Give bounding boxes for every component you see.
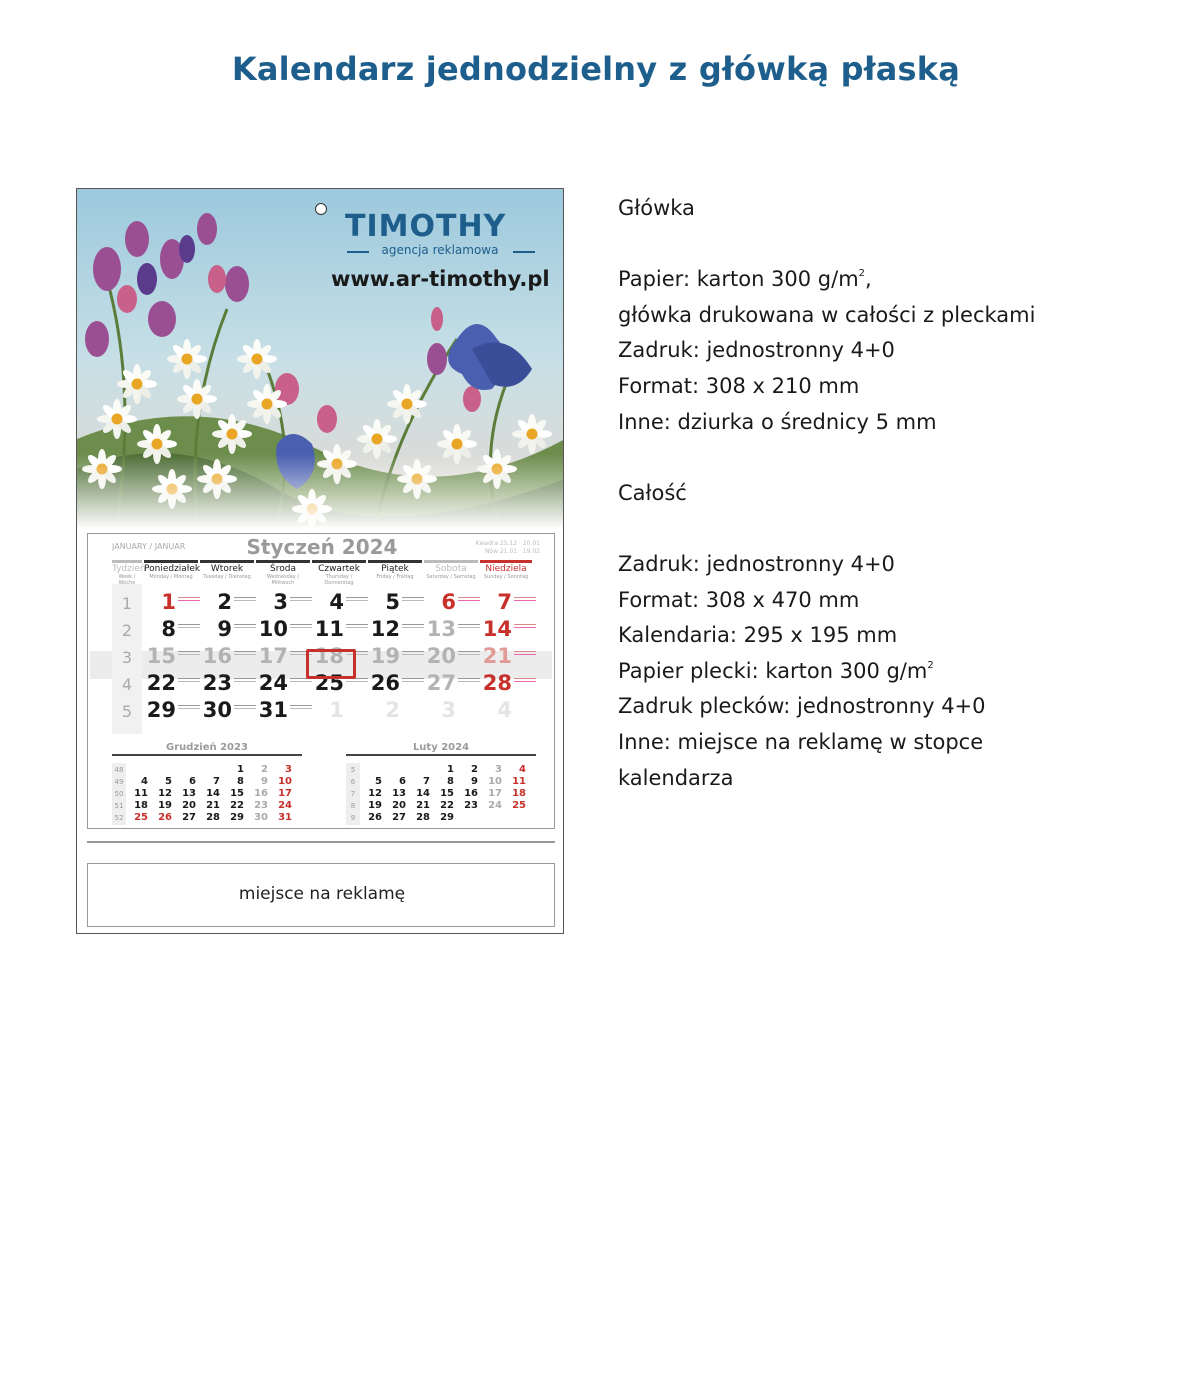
day-number: 4 xyxy=(497,698,512,722)
calendar-day xyxy=(200,590,256,617)
mini-day: 13 xyxy=(182,788,196,799)
day-number: 11 xyxy=(314,617,344,641)
calendar-day xyxy=(424,671,480,698)
calendar-day xyxy=(480,617,536,644)
week-number: 5 xyxy=(121,702,133,721)
spec-heading-glowka: Główka xyxy=(618,196,695,220)
mini-day: 7 xyxy=(423,776,430,787)
day-number: 2 xyxy=(385,698,400,722)
mini-day: 19 xyxy=(158,800,172,811)
nameday-text xyxy=(234,597,256,598)
mini-calendar-title: Grudzień 2023 xyxy=(166,742,248,753)
day-number: 12 xyxy=(370,617,400,641)
mini-day: 10 xyxy=(488,776,502,787)
day-number: 16 xyxy=(202,644,232,668)
weekday-sublabel: Thursday / Donnerstag xyxy=(324,574,354,586)
weekday-sublabel: Friday / Freitag xyxy=(376,574,414,580)
spec-paper-post: , xyxy=(865,267,872,292)
day-number: 31 xyxy=(258,698,288,722)
spec-total-other-cont: kalendarza xyxy=(618,765,734,790)
nameday-text xyxy=(234,651,256,652)
day-number: 13 xyxy=(426,617,456,641)
mini-day: 26 xyxy=(158,812,172,823)
spec-paper-sup: 2 xyxy=(858,268,866,280)
weekday-sublabel: Week / Woche xyxy=(118,574,136,586)
nameday-text xyxy=(178,651,200,652)
nameday-text xyxy=(234,678,256,679)
day-number: 2 xyxy=(217,590,232,614)
mini-day: 16 xyxy=(254,788,268,799)
brand-tagline-rule-left xyxy=(347,251,369,253)
brand-url: www.ar-timothy.pl xyxy=(331,267,550,291)
weekday-sublabel: Saturday / Samstag xyxy=(426,574,476,580)
spec-total-print: Zadruk: jednostronny 4+0 xyxy=(618,551,895,576)
calendar-day xyxy=(200,617,256,644)
day-number: 25 xyxy=(314,671,344,695)
brand-tagline: agencja reklamowa xyxy=(381,243,499,257)
mini-day: 25 xyxy=(134,812,148,823)
day-number: 19 xyxy=(370,644,400,668)
mini-week-number: 48 xyxy=(114,766,124,774)
mini-day: 3 xyxy=(285,764,292,775)
nameday-text xyxy=(178,624,200,625)
calendar-day xyxy=(200,671,256,698)
mini-week-number: 6 xyxy=(350,778,356,786)
mini-day: 7 xyxy=(213,776,220,787)
mini-day: 6 xyxy=(399,776,406,787)
mini-day: 16 xyxy=(464,788,478,799)
nameday-text xyxy=(514,651,536,652)
mini-week-number: 50 xyxy=(114,790,124,798)
nameday-text xyxy=(402,624,424,625)
mini-day: 11 xyxy=(134,788,148,799)
weekday-label: Poniedziałek Monday / Montag xyxy=(144,560,198,582)
mini-day: 8 xyxy=(237,776,244,787)
mini-day: 27 xyxy=(392,812,406,823)
mini-day: 24 xyxy=(278,800,292,811)
spec-back-paper-text: Papier plecki: karton 300 g/m xyxy=(618,658,928,683)
mini-day: 21 xyxy=(206,800,220,811)
day-number: 21 xyxy=(482,644,512,668)
mini-day: 31 xyxy=(278,812,292,823)
ad-divider xyxy=(87,841,555,843)
mini-day: 9 xyxy=(471,776,478,787)
day-number: 6 xyxy=(441,590,456,614)
calendar-day xyxy=(256,644,312,671)
mini-day: 27 xyxy=(182,812,196,823)
weekday-label: Czwartek Thursday / Donnerstag xyxy=(312,560,366,582)
mini-calendar-title: Luty 2024 xyxy=(412,742,470,753)
mini-day: 13 xyxy=(392,788,406,799)
mini-week-number: 52 xyxy=(114,814,124,822)
calendar-day xyxy=(368,671,424,698)
mini-day: 29 xyxy=(440,812,454,823)
nameday-text xyxy=(178,705,200,706)
day-number: 18 xyxy=(314,644,344,668)
nameday-text xyxy=(458,678,480,679)
spec-total-other: Inne: miejsce na reklamę w stopce xyxy=(618,729,984,754)
nameday-text xyxy=(234,705,256,706)
mini-week-number: 51 xyxy=(114,802,124,810)
spec-back-print: Zadruk plecków: jednostronny 4+0 xyxy=(618,694,986,719)
specifications xyxy=(618,191,1178,796)
mini-day: 2 xyxy=(471,764,478,775)
week-number: 4 xyxy=(121,675,133,694)
mini-day: 19 xyxy=(368,800,382,811)
mini-calendar-header xyxy=(346,754,536,763)
mini-day: 18 xyxy=(512,788,526,799)
mini-day: 15 xyxy=(440,788,454,799)
mini-calendar-header xyxy=(112,754,302,763)
day-number: 24 xyxy=(258,671,288,695)
nameday-text xyxy=(458,651,480,652)
nameday-text xyxy=(290,705,312,706)
today-marker xyxy=(306,649,356,679)
mini-calendar-prev xyxy=(112,742,302,830)
calendar-day xyxy=(312,698,368,725)
calendar-day xyxy=(144,644,200,671)
day-number: 20 xyxy=(426,644,456,668)
calendar-day xyxy=(312,590,368,617)
mini-day: 1 xyxy=(447,764,454,775)
calendar-day xyxy=(480,590,536,617)
nameday-text xyxy=(290,624,312,625)
nameday-text xyxy=(346,597,368,598)
nameday-text xyxy=(402,678,424,679)
mini-day: 2 xyxy=(261,764,268,775)
calendar-day xyxy=(256,671,312,698)
calendar-mockup xyxy=(76,188,564,934)
weekday-sublabel: Wednesday / Mittwoch xyxy=(266,574,300,586)
weekday-label: Wtorek Tuesday / Dienstag xyxy=(200,560,254,582)
weekday-label: Sobota Saturday / Samstag xyxy=(424,560,478,582)
hang-hole xyxy=(315,203,327,215)
spec-heading-calosc: Całość xyxy=(618,480,687,505)
nameday-text xyxy=(514,678,536,679)
mini-day: 23 xyxy=(464,800,478,811)
mini-day: 4 xyxy=(141,776,148,787)
spec-format: Format: 308 x 210 mm xyxy=(618,373,860,398)
day-number: 1 xyxy=(329,698,344,722)
spec-back-paper-sup: 2 xyxy=(927,659,934,671)
month-name-en: JANUARY / JANUAR xyxy=(112,542,186,551)
week-number: 3 xyxy=(121,648,133,667)
day-number: 4 xyxy=(329,590,344,614)
moon-info-line: Kwadra 25.12 · 20.01 xyxy=(475,540,540,547)
brand-logo-name: TIMOTHY xyxy=(345,209,507,244)
mini-day: 6 xyxy=(189,776,196,787)
nameday-text xyxy=(458,624,480,625)
calendar-day xyxy=(480,644,536,671)
mini-day: 11 xyxy=(512,776,526,787)
mini-day: 20 xyxy=(182,800,196,811)
moon-phase-info xyxy=(476,540,540,556)
calendar-day xyxy=(256,617,312,644)
calendar-day xyxy=(144,617,200,644)
mini-day: 15 xyxy=(230,788,244,799)
ad-space-label: miejsce na reklamę xyxy=(238,884,406,904)
week-number: 2 xyxy=(121,621,133,640)
mini-day: 28 xyxy=(416,812,430,823)
day-number: 30 xyxy=(202,698,232,722)
calendar-day xyxy=(200,644,256,671)
day-number: 17 xyxy=(258,644,288,668)
mini-day: 3 xyxy=(495,764,502,775)
weekday-label: Środa Wednesday / Mittwoch xyxy=(256,560,310,582)
mini-day: 5 xyxy=(165,776,172,787)
spec-paper-text: Papier: karton 300 g/m xyxy=(618,267,859,292)
weekday-header xyxy=(112,560,532,586)
mini-day: 26 xyxy=(368,812,382,823)
day-number: 22 xyxy=(146,671,176,695)
calendar-day xyxy=(256,698,312,725)
mini-week-number: 7 xyxy=(350,790,356,798)
mini-day: 12 xyxy=(368,788,382,799)
mini-week-number: 8 xyxy=(350,802,356,810)
mini-day: 14 xyxy=(416,788,430,799)
calendar-day xyxy=(424,698,480,725)
weekday-sublabel: Sunday / Sonntag xyxy=(483,574,529,580)
mini-day: 18 xyxy=(134,800,148,811)
spec-print: Zadruk: jednostronny 4+0 xyxy=(618,338,895,363)
spec-other: Inne: dziurka o średnicy 5 mm xyxy=(618,409,937,434)
day-number: 3 xyxy=(441,698,456,722)
weekday-sublabel: Tuesday / Dienstag xyxy=(203,574,251,580)
calendar-day xyxy=(424,617,480,644)
day-number: 29 xyxy=(146,698,176,722)
weekday-label: Niedziela Sunday / Sonntag xyxy=(480,560,532,582)
day-number: 7 xyxy=(497,590,512,614)
calendar-day xyxy=(144,698,200,725)
day-number: 28 xyxy=(482,671,512,695)
day-number: 8 xyxy=(161,617,176,641)
calendar-day xyxy=(480,698,536,725)
nameday-text xyxy=(402,651,424,652)
nameday-text xyxy=(178,597,200,598)
mini-week-number: 5 xyxy=(350,766,356,774)
day-number: 15 xyxy=(146,644,176,668)
nameday-text xyxy=(458,597,480,598)
mini-day: 12 xyxy=(158,788,172,799)
spec-back-paper xyxy=(618,654,1178,690)
nameday-text xyxy=(402,597,424,598)
page-title: Kalendarz jednodzielny z główką płaską xyxy=(231,50,961,88)
calendar-day xyxy=(424,644,480,671)
mini-day: 22 xyxy=(440,800,454,811)
mini-day: 14 xyxy=(206,788,220,799)
mini-day: 8 xyxy=(447,776,454,787)
mini-day: 9 xyxy=(261,776,268,787)
calendar-day xyxy=(256,590,312,617)
nameday-text xyxy=(346,624,368,625)
mini-week-number: 9 xyxy=(350,814,356,822)
mini-day: 20 xyxy=(392,800,406,811)
calendar-day xyxy=(424,590,480,617)
mini-day: 5 xyxy=(375,776,382,787)
weekday-label: Piątek Friday / Freitag xyxy=(368,560,422,582)
weekday-label: Tydzień Week / Woche xyxy=(112,560,142,582)
nameday-text xyxy=(290,597,312,598)
day-number: 23 xyxy=(202,671,232,695)
moon-info-line: Nów 21.01 · 19.02 xyxy=(484,548,540,555)
calendar-day xyxy=(368,698,424,725)
month-title: Styczeń 2024 xyxy=(246,535,398,559)
mini-day: 25 xyxy=(512,800,526,811)
ad-space-box xyxy=(87,863,555,927)
spec-total-format: Format: 308 x 470 mm xyxy=(618,587,860,612)
mini-calendar-next xyxy=(346,742,536,830)
mini-day: 29 xyxy=(230,812,244,823)
day-number: 27 xyxy=(426,671,456,695)
spec-paper xyxy=(618,262,1178,298)
spec-print-scope: główka drukowana w całości z pleckami xyxy=(618,302,1036,327)
day-number: 9 xyxy=(217,617,232,641)
mini-day: 1 xyxy=(237,764,244,775)
mini-day: 21 xyxy=(416,800,430,811)
calendar-day xyxy=(368,644,424,671)
week-number: 1 xyxy=(121,594,133,613)
day-number: 5 xyxy=(385,590,400,614)
mini-week-number: 49 xyxy=(114,778,124,786)
calendar-day xyxy=(312,617,368,644)
mini-day: 30 xyxy=(254,812,268,823)
mini-day: 4 xyxy=(519,764,526,775)
calendar-day xyxy=(368,590,424,617)
day-number: 26 xyxy=(370,671,400,695)
calendar-day xyxy=(368,617,424,644)
nameday-text xyxy=(178,678,200,679)
spec-calendar-size: Kalendaria: 295 x 195 mm xyxy=(618,623,898,648)
calendar-day xyxy=(144,671,200,698)
mini-day: 23 xyxy=(254,800,268,811)
mini-day: 22 xyxy=(230,800,244,811)
day-number: 3 xyxy=(273,590,288,614)
brand-tagline-rule-right xyxy=(513,251,535,253)
day-number: 14 xyxy=(482,617,512,641)
day-number: 1 xyxy=(161,590,176,614)
nameday-text xyxy=(514,624,536,625)
calendar-day xyxy=(200,698,256,725)
weekday-sublabel: Monday / Montag xyxy=(149,574,193,580)
day-number: 10 xyxy=(258,617,288,641)
mini-day: 17 xyxy=(488,788,502,799)
mini-day: 10 xyxy=(278,776,292,787)
mini-day: 24 xyxy=(488,800,502,811)
nameday-text xyxy=(234,624,256,625)
mini-day: 28 xyxy=(206,812,220,823)
calendar-grid xyxy=(87,533,555,829)
mini-day: 17 xyxy=(278,788,292,799)
calendar-day xyxy=(480,671,536,698)
calendar-day xyxy=(144,590,200,617)
nameday-text xyxy=(514,597,536,598)
